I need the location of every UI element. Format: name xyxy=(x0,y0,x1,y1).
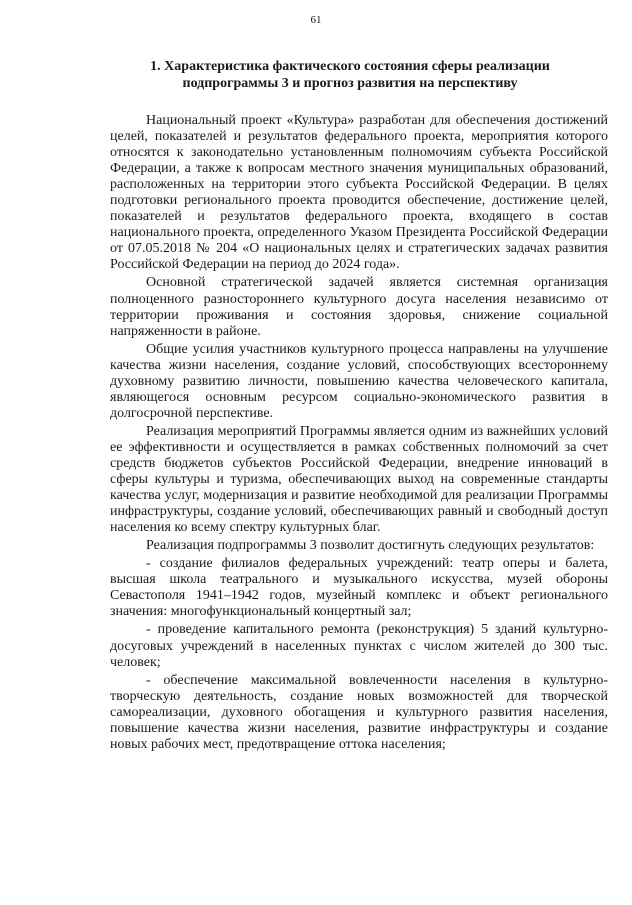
section-title: 1. Характеристика фактического состояния сферы реализации подпрограммы 3 и прогноз развития на перспективу xyxy=(150,59,550,91)
result-item-engagement: - обеспечение максимальной вовлеченности населения в культурно-творческую деятельность, создание новых возможностей для творческой самореализации, духовного обогащения и культурного развития населения, повышение качества жизни населения, развитие инфраструктуры и создание новых рабочих мест, предотвращение оттока населения; xyxy=(110,672,608,752)
paragraph-results-intro: Реализация подпрограммы 3 позволит достигнуть следующих результатов: xyxy=(146,538,595,554)
paragraph-national-project: Национальный проект «Культура» разработан для обеспечения достижений целей, показателей и результатов федерального проекта, мероприятия которого относятся к законодательно установленным полномочиям субъекта Российской Федерации, а также к вопросам местного значения муниципальных образований, расположенных на территории этого субъекта Российской Федерации. В целях подготовки регионального проекта проводится обеспечение, достижение целей, показателей и результатов федерального проекта, входящего в состав национального проекта, определенного Указом Президента Российской Федерации от 07.05.2018 № 204 «О национальных целях и стратегических задачах развития Российской Федерации на период до 2024 года». xyxy=(110,113,608,273)
document-body xyxy=(110,113,608,755)
paragraph-program-implementation: Реализация мероприятий Программы является одним из важнейших условий ее эффективности и осуществляется в рамках собственных полномочий за счет средств бюджетов субъектов Российской Федерации, внедрение инноваций в сферы культуры и туризма, обеспечивающих выход на современные стандарты качества услуг, модернизация и развитие необходимой для реализации Программы инфраструктуры, создание условий, обеспечивающих равный и свободный доступ населения ко всему спектру культурных благ. xyxy=(110,423,608,536)
page-number: 61 xyxy=(310,14,322,26)
paragraph-common-efforts: Общие усилия участников культурного процесса направлены на улучшение качества жизни населения, создание условий, способствующих всестороннему духовному развитию личности, повышению качества человеческого капитала, являющегося основным ресурсом социально-экономического развития в долгосрочной перспективе. xyxy=(110,341,608,421)
paragraph-strategic-task: Основной стратегической задачей является системная организация полноценного разностороннего культурного досуга населения независимо от территории проживания и состояния здоровья, снижение социальной напряженности в районе. xyxy=(110,275,608,339)
result-item-capital-repair: - проведение капитального ремонта (реконструкция) 5 зданий культурно-досуговых учреждений в населенных пунктах с числом жителей до 300 тыс. человек; xyxy=(110,622,608,670)
result-item-federal-branches: - создание филиалов федеральных учреждений: театр оперы и балета, высшая школа театрального и музыкального искусства, музей обороны Севастополя 1941–1942 годов, музейный комплекс и объект регионального значения: многофункциональный концертный зал; xyxy=(110,556,608,620)
